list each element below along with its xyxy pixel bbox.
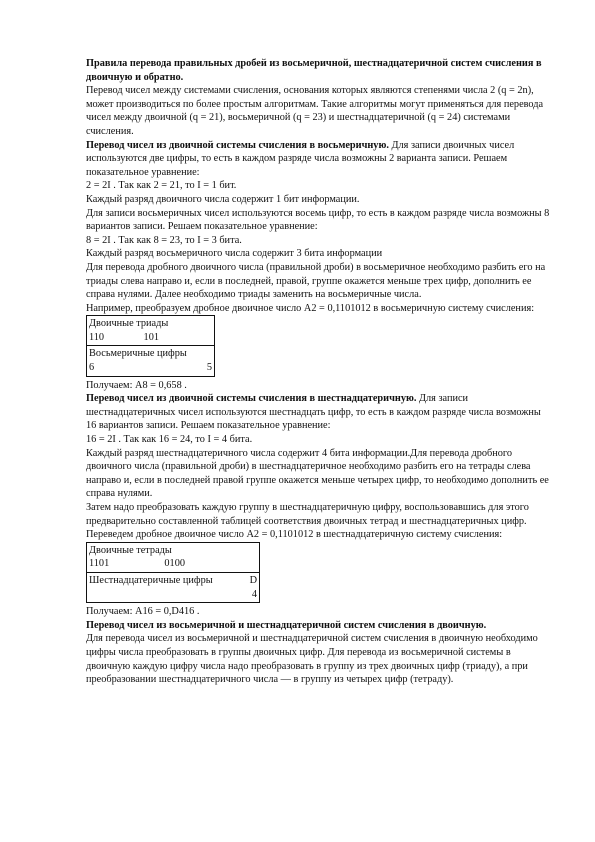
- table-values-column: [250, 574, 257, 601]
- equation-octal: 8 = 2I . Так как 8 = 23, то I = 3 бита.: [86, 234, 242, 246]
- section-heading: Перевод чисел из двоичной системы счисления в восьмеричную.: [86, 139, 389, 151]
- document-title: Правила перевода правильных дробей из восьмеричной, шестнадцатеричной систем счисления в двоичную и обратно.: [86, 58, 542, 83]
- document-page: [86, 57, 550, 687]
- section-binary-to-hex: [86, 392, 550, 433]
- table-values-line: [89, 557, 185, 571]
- table-values-line: [89, 331, 159, 345]
- hex-rule-paragraph: Затем надо преобразовать каждую группу в шестнадцатеричную цифру, воспользовавшись для этого предварительно составленной таблицей соответствия двоичных тетрад и шестнадцатеричных цифр. Переведем дробное двоичное число A2 = 0,1101012 в шестнадцатеричную систему счисления:: [86, 502, 529, 541]
- table-cell: 5: [206, 362, 212, 374]
- section-heading: Перевод чисел из двоичной системы счисления в шестнадцатеричную.: [86, 393, 417, 405]
- equation-hex: 16 = 2I . Так как 16 = 24, то I = 4 бита.: [86, 434, 253, 446]
- table-header-cell: Двоичные триады: [89, 318, 169, 330]
- table-cell: 4: [251, 588, 257, 600]
- tetrads-table: [86, 542, 260, 603]
- octal-rule-paragraph: Для перевода дробного двоичного числа (правильной дроби) в восьмеричное необходимо разбить его на триады слева направо и, если в последней, правой, группе окажется меньше трех цифр, дополнить ее справа нулями. Далее необходимо триады заменить на восьмеричные числа.: [86, 261, 546, 301]
- table-row: [87, 345, 214, 375]
- section-text: Для записи двоичных чисел используются две цифры, то есть в каждом разряде числа возможны 2 варианта записи. Решаем показательное уравнение:: [86, 139, 515, 178]
- table-cell: 1101: [89, 558, 110, 570]
- table-header-cell: Двоичные тетрады: [89, 544, 172, 556]
- hex-bit-statement: Каждый разряд шестнадцатеричного числа содержит 4 бита информации.Для перевода дробного двоичного числа (правильной дроби) в шестнадцатеричное необходимо разбить его на тетрады слева направо и, если в последней правой группе окажется меньше четырех цифр, то необходимо дополнить ее справа нулями.: [86, 447, 549, 500]
- octal-digits-paragraph: Для записи восьмеричных чисел используются восемь цифр, то есть в каждом разряде числа возможны 8 вариантов записи. Решаем показательное уравнение:: [86, 207, 550, 233]
- table-row: [87, 572, 259, 602]
- equation-binary: 2 = 2I . Так как 2 = 21, то I = 1 бит.: [86, 180, 237, 192]
- octal-result: Получаем: A8 = 0,658 .: [86, 379, 187, 391]
- table-row: [87, 543, 259, 572]
- table-cell: D: [249, 574, 257, 586]
- triads-table: [86, 315, 215, 376]
- section-heading-to-binary: Перевод чисел из восьмеричной и шестнадцатеричной систем счисления в двоичную.: [86, 619, 487, 631]
- table-cell: 101: [143, 331, 159, 343]
- table-row: [87, 316, 214, 345]
- table-cell: 0100: [164, 558, 185, 570]
- octal-example-paragraph: Например, преобразуем дробное двоичное число A2 = 0,1101012 в восьмеричную систему счисления:: [86, 302, 535, 314]
- table-cell: 110: [89, 331, 105, 343]
- to-binary-paragraph: Для перевода чисел из восьмеричной и шестнадцатеричной систем счисления в двоичную необходимо цифры числа преобразовать в группы двоичных цифр. Для перевода из восьмеричной системы в двоичную каждую цифру числа надо преобразовать в группу из трех двоичных цифр (триаду), а при преобразовании шестнадцатеричного числа — в группу из четырех цифр (тетраду).: [86, 633, 538, 686]
- table-header-cell: Шестнадцатеричные цифры: [89, 574, 213, 586]
- table-header-cell: Восьмеричные цифры: [89, 348, 187, 360]
- binary-bit-statement: Каждый разряд двоичного числа содержит 1 бит информации.: [86, 193, 360, 205]
- hex-result: Получаем: A16 = 0,D416 .: [86, 606, 200, 618]
- section-binary-to-octal: [86, 139, 550, 180]
- table-cell: 6: [89, 362, 95, 374]
- table-values-line: [89, 361, 212, 375]
- intro-paragraph: Перевод чисел между системами счисления, основания которых являются степенями числа 2 (q = 2n), может производиться по более простым алгоритмам. Такие алгоритмы могут применяться для перевода чисел между двоичной (q = 21), восьмеричной (q = 23) и шестнадцатеричной (q = 24) системами счисления.: [86, 85, 544, 137]
- section-text: Для записи шестнадцатеричных чисел используются шестнадцать цифр, то есть в каждом разряде числа возможны 16 вариантов записи. Решаем показательное уравнение:: [86, 393, 541, 432]
- octal-bit-statement: Каждый разряд восьмеричного числа содержит 3 бита информации: [86, 248, 383, 260]
